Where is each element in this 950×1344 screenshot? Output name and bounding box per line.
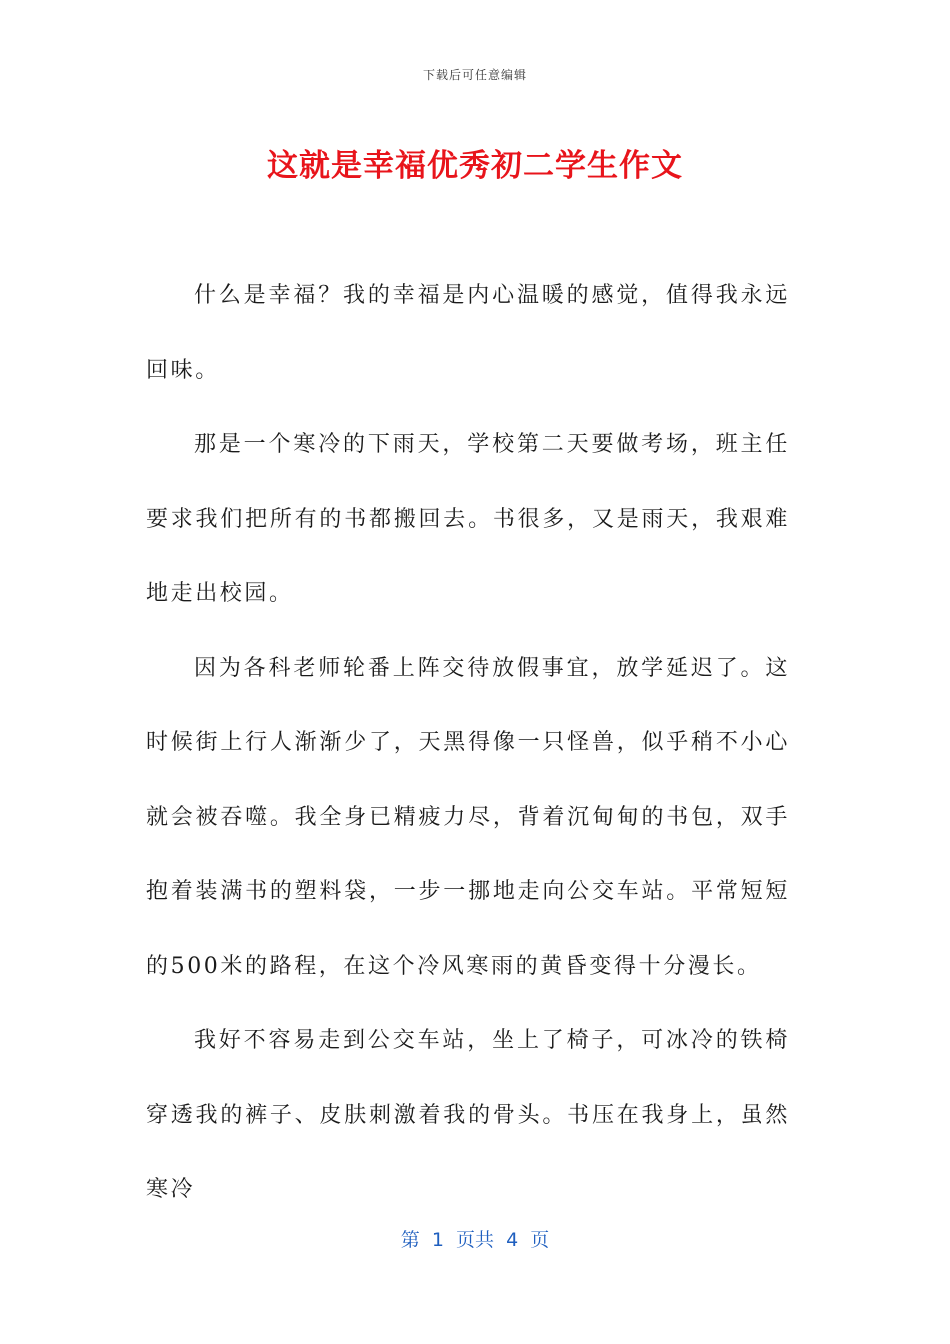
paragraph: 什么是幸福？我的幸福是内心温暖的感觉，值得我永远回味。 xyxy=(146,283,790,383)
paragraph: 我好不容易走到公交车站，坐上了椅子，可冰冷的铁椅穿透我的裤子、皮肤刺激着我的骨头。书压在我身上，虽然寒冷 xyxy=(146,1028,790,1202)
document-body xyxy=(146,259,790,1228)
paragraph: 因为各科老师轮番上阵交待放假事宜，放学延迟了。这时候街上行人渐渐少了，天黑得像一只怪兽，似乎稍不小心就会被吞噬。我全身已精疲力尽，背着沉甸甸的书包，双手抱着装满书的塑料袋，一步一挪地走向公交车站。平常短短的500米的路程，在这个冷风寒雨的黄昏变得十分漫长。 xyxy=(146,655,790,979)
header-note: 下载后可任意编辑 xyxy=(422,68,527,82)
paragraph: 那是一个寒冷的下雨天，学校第二天要做考场，班主任要求我们把所有的书都搬回去。书很多，又是雨天，我艰难地走出校园。 xyxy=(146,432,790,606)
page-number-footer: 第 1 页共 4 页 xyxy=(400,1229,550,1251)
document-title: 这就是幸福优秀初二学生作文 xyxy=(267,148,683,184)
